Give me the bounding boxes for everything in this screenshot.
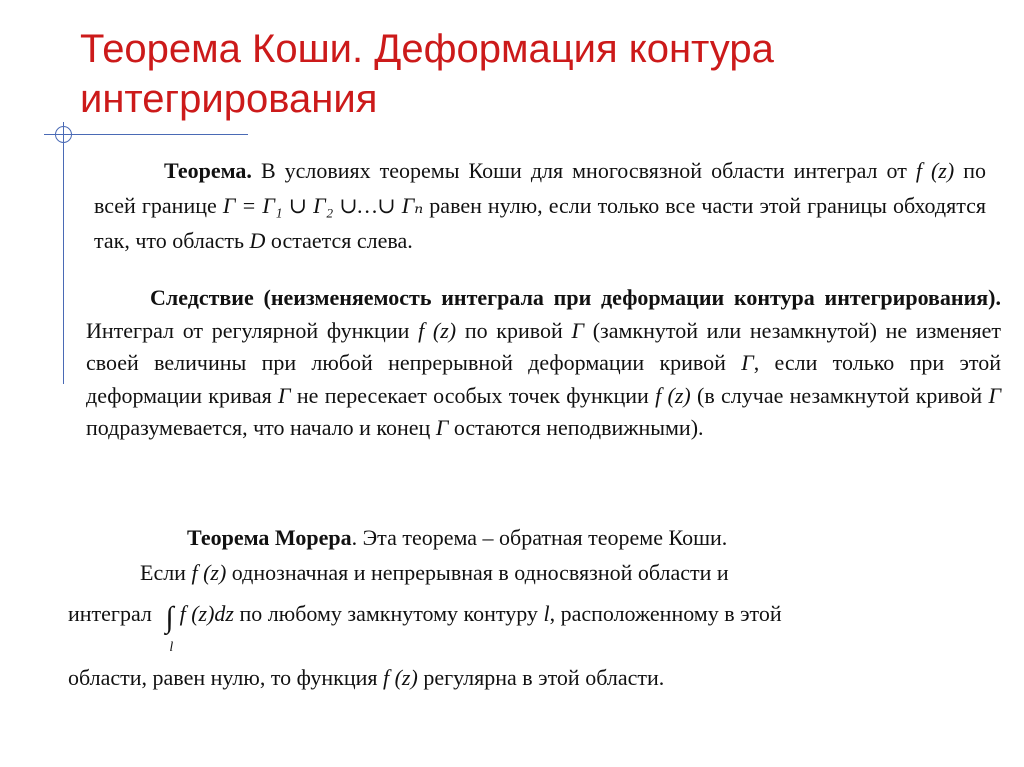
morera-text: по любому замкнутому контуру [234, 601, 544, 626]
morera-line-2 [68, 595, 1001, 655]
theorem-paragraph [94, 153, 986, 258]
integral-subscript: l [169, 640, 174, 655]
corollary-label: Следствие (неизменяемость интеграла при деформации контура интегрирования). [150, 285, 1001, 310]
math-integrand: f (z)dz [179, 601, 234, 626]
math-contour: l [543, 601, 550, 626]
morera-heading [187, 522, 887, 554]
morera-label: Теорема Морера [187, 525, 352, 550]
math-boundary-formula: Γ = Γ₁ ∪ Γ₂ ∪…∪ Γₙ [222, 193, 424, 218]
theorem-label: Теорема. [164, 158, 252, 183]
corollary-text: (в случае незамкнутой кривой [690, 382, 989, 408]
math-function: f (z) [191, 560, 227, 585]
corollary-text: подразумевается, что начало и конец [86, 415, 436, 440]
math-function: f (z) [655, 382, 691, 408]
math-curve: Γ [741, 350, 754, 375]
theorem-text: В условиях теоремы Коши для многосвязной области интеграл от [251, 158, 916, 183]
decorative-circle [55, 126, 72, 143]
corollary-text: не пересекает особых точек функции [290, 382, 656, 408]
math-domain: D [249, 228, 266, 253]
integral-sign [165, 599, 174, 655]
decorative-vertical-line [63, 122, 64, 384]
morera-intro: . Эта теорема – обратная теореме Коши. [351, 525, 728, 550]
morera-text: , расположенному в этой [549, 601, 782, 626]
morera-text: регулярна в этой области. [417, 665, 665, 690]
morera-text: области, равен нулю, то функция [68, 665, 383, 690]
theorem-text: по всей границе [94, 158, 986, 218]
corollary-text: по кривой [456, 317, 572, 343]
math-function: f (z) [382, 665, 418, 690]
corollary-text: Интеграл от регулярной функции [86, 317, 419, 343]
math-function: f (z) [418, 317, 457, 343]
corollary-paragraph [86, 282, 1001, 445]
math-curve: Γ [435, 415, 449, 440]
math-function: f (z) [915, 158, 955, 183]
theorem-text: равен нулю, если только все части этой границы обходятся так, что область [94, 193, 986, 253]
morera-line-1 [68, 556, 1001, 590]
morera-text: Если [140, 560, 192, 585]
math-curve: Γ [571, 317, 584, 343]
corollary-text: остаются неподвижными). [448, 415, 704, 440]
morera-text: однозначная и непрерывная в односвязной области и [226, 560, 729, 585]
math-curve: Γ [988, 382, 1001, 408]
integral-symbol: ∫ [165, 601, 174, 634]
morera-line-3 [68, 661, 1001, 695]
slide-title: Теорема Коши. Деформация контура интегрирования [80, 27, 774, 121]
math-curve: Γ [278, 382, 291, 408]
morera-text: интеграл [68, 601, 158, 626]
corollary-text: (замкнутой или незамкнутой) не изменяет своей величины при любой непрерывной деформации кривой [86, 317, 1002, 375]
theorem-text: остается слева. [265, 228, 413, 253]
corollary-text: , если только при этой деформации кривая [86, 350, 1001, 408]
decorative-horizontal-line [44, 134, 248, 135]
